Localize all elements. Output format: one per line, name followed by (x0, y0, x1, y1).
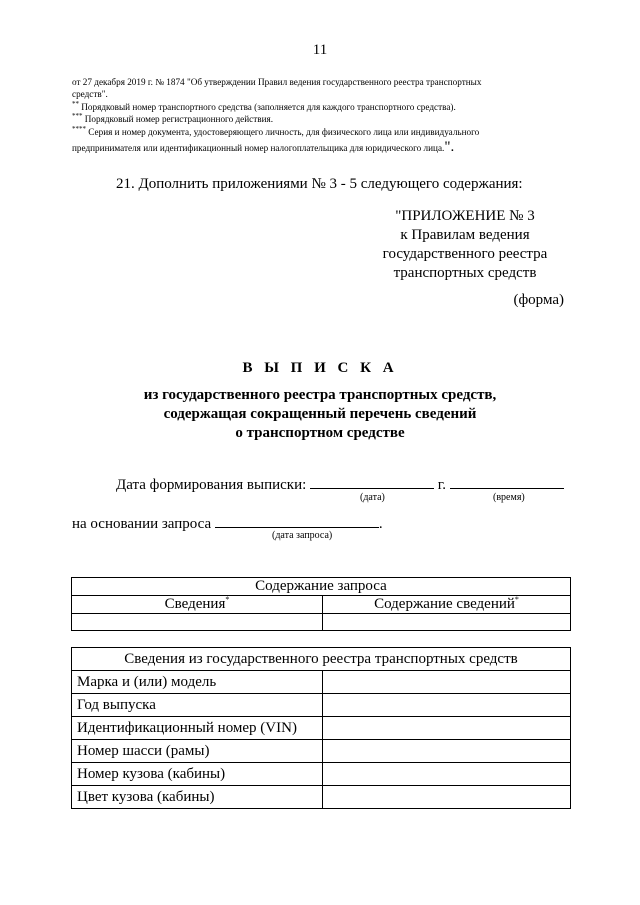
appendix-line-1: "ПРИЛОЖЕНИЕ № 3 (395, 208, 535, 224)
registry-row-value[interactable] (323, 763, 571, 786)
request-end: . (378, 516, 383, 532)
footnote-2-text: Порядковый номер транспортного средства (заполняется для каждого транспортного средства). (79, 102, 456, 112)
registry-table (71, 647, 571, 809)
form-label: (форма) (513, 292, 564, 308)
extract-date-row (116, 474, 564, 494)
time-caption: (время) (493, 492, 525, 503)
request-col-info-label: Сведения (164, 596, 226, 612)
extract-time-field[interactable] (450, 474, 564, 489)
registry-row-value[interactable] (323, 786, 571, 809)
footnote-3-text: Порядковый номер регистрационного действия. (82, 114, 274, 124)
registry-row-value[interactable] (323, 694, 571, 717)
footnote-line-2: средств". (72, 89, 108, 99)
footnote-3-mark: *** (72, 111, 83, 120)
footnote-4-text: Серия и номер документа, удостоверяющего личность, для физического лица или индивидуального (86, 127, 480, 137)
table-row (72, 786, 571, 809)
registry-row-label: Год выпуска (72, 694, 323, 717)
registry-table-header (72, 648, 571, 671)
request-table-columns (72, 596, 571, 614)
appendix-line-3: государственного реестра (382, 246, 548, 262)
year-suffix: г. (437, 477, 446, 493)
footnote-4-mark: **** (72, 124, 86, 133)
request-date-caption: (дата запроса) (272, 530, 333, 541)
subtitle-line-3: о транспортном средстве (235, 425, 405, 441)
registry-row-label: Идентификационный номер (VIN) (72, 717, 323, 740)
request-table-header-text: Содержание запроса (255, 578, 387, 594)
request-table-header-row (72, 578, 571, 596)
footnote-2 (72, 101, 572, 113)
request-table-row (72, 614, 571, 631)
document-subtitle (0, 386, 640, 443)
registry-row-label: Номер кузова (кабины) (72, 763, 323, 786)
request-label: на основании запроса (72, 516, 212, 532)
appendix-line-4: транспортных средств (393, 265, 537, 281)
request-col-info-mark: * (225, 595, 230, 604)
registry-row-label: Номер шасси (рамы) (72, 740, 323, 763)
footnote-3 (72, 113, 572, 125)
registry-row-label: Марка и (или) модель (72, 671, 323, 694)
footnote-line-1: от 27 декабря 2019 г. № 1874 "Об утверждении Правил ведения государственного реестра транспортных (72, 77, 482, 87)
page-number: 11 (312, 42, 328, 58)
appendix-line-2: к Правилам ведения (400, 227, 530, 243)
request-table (71, 577, 571, 631)
amendment-item-21: 21. Дополнить приложениями № 3 - 5 следующего содержания: (116, 176, 523, 192)
table-row (72, 740, 571, 763)
registry-row-value[interactable] (323, 740, 571, 763)
table-row (72, 717, 571, 740)
footnote-4-line-2 (72, 139, 572, 155)
registry-row-value[interactable] (323, 671, 571, 694)
registry-table-header-text: Сведения из государственного реестра транспортных средств (124, 650, 518, 667)
extract-date-field[interactable] (310, 474, 434, 489)
request-col-content (323, 596, 571, 614)
table-row (72, 694, 571, 717)
footnote-quote-close: ". (444, 139, 455, 155)
extract-date-label: Дата формирования выписки: (116, 477, 307, 493)
subtitle-line-1: из государственного реестра транспортных средств, (143, 387, 497, 403)
registry-row-value[interactable] (323, 717, 571, 740)
request-col-info (72, 596, 323, 614)
registry-row-label: Цвет кузова (кабины) (72, 786, 323, 809)
request-info-cell[interactable] (72, 614, 323, 631)
table-row (72, 763, 571, 786)
request-date-field[interactable] (215, 513, 379, 528)
subtitle-line-2: содержащая сокращенный перечень сведений (163, 406, 477, 422)
footnote-2-mark: ** (72, 99, 79, 108)
request-col-content-label: Содержание сведений (374, 596, 515, 612)
registry-table-header-row (72, 648, 571, 671)
appendix-heading (360, 207, 570, 283)
footnote-4-continuation: предпринимателя или идентификационный номер налогоплательщика для юридического лица. (72, 143, 445, 153)
request-col-content-mark: * (514, 595, 519, 604)
request-row (72, 513, 383, 533)
footnote-4 (72, 126, 572, 138)
table-row (72, 671, 571, 694)
request-content-cell[interactable] (323, 614, 571, 631)
date-caption: (дата) (360, 492, 385, 503)
document-title: В Ы П И С К А (242, 360, 398, 376)
request-table-header (72, 578, 571, 596)
